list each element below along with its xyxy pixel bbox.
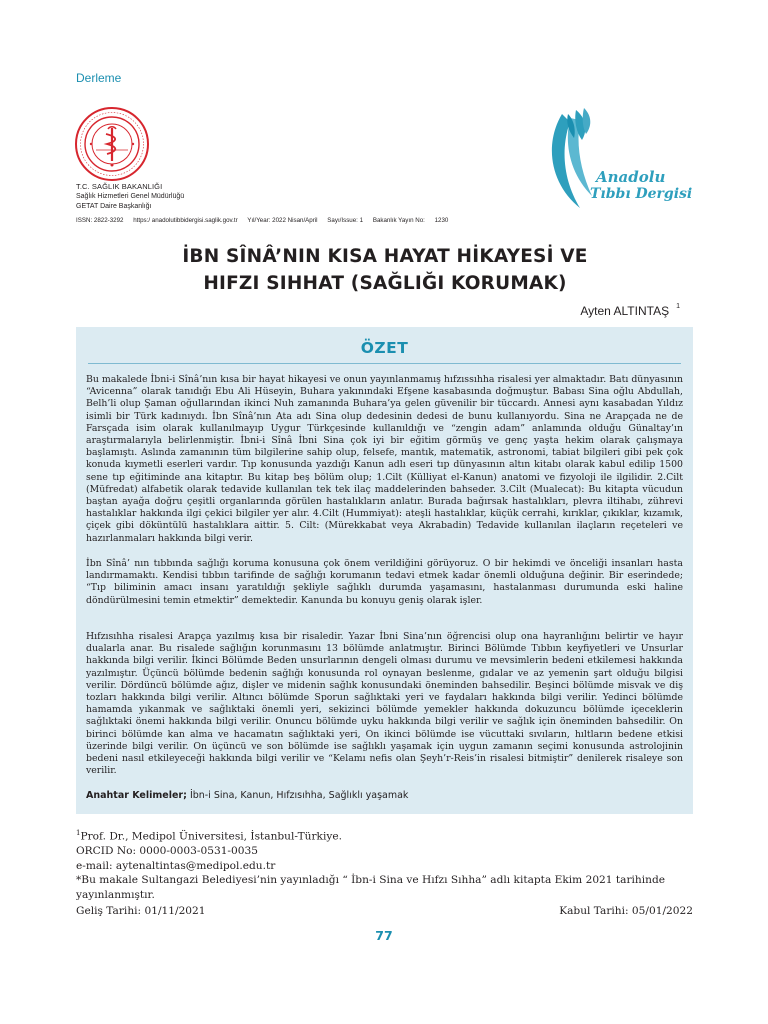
- affiliation-text: Prof. Dr., Medipol Üniversitesi, İstanbul-Türkiye.: [80, 830, 342, 843]
- footnotes: [76, 826, 693, 902]
- article-title: [90, 243, 680, 297]
- ministry-block: [76, 182, 184, 212]
- ministry-publication-number: 1230: [434, 217, 449, 224]
- ministry-publication-label: Bakanlık Yayın No:: [372, 217, 425, 224]
- abstract-paragraph-2: İbn Sînâ’ nın tıbbında sağlığı koruma konusuna çok önem verildiğini görüyoruz. O bir hekimdi ve önceliği insanları hasta landırmamaktı. Kendisi tıbbın tarifinde de sağlığı korumanın tedavi etmek kadar önemli olduğuna değinir. Bir eserindede; “Tıp biliminin amacı insanı yaratıldığı şekliyle sağlıklı durumda yaşamasını, hastalanması durumunda eski haline döndürülmesini temin etmektir” demektedir. Kanunda bu konuyu geniş olarak işler.: [86, 558, 683, 606]
- author-name: Ayten ALTINTAŞ: [580, 304, 670, 318]
- journal-name-line-1: Anadolu: [596, 168, 666, 186]
- ministry-line-1: T.C. SAĞLIK BAKANLIĞI: [76, 182, 163, 191]
- publication-note: *Bu makale Sultangazi Belediyesi’nin yayınladığı “ İbn-i Sina ve Hıfzı Sıhha” adlı kitapta Ekim 2021 tarihinde yayınlanmıştır.: [76, 874, 666, 901]
- accepted-date: Kabul Tarihi: 05/01/2022: [559, 905, 693, 917]
- abstract-paragraph-3: Hıfzısıhha risalesi Arapça yazılmış kısa bir risaledir. Yazar İbni Sina’nın öğrencisi olup ona hayranlığını belirtir ve hayır dualarla anar. Bu risalede sağlığın korunmasını 13 bölümde anlatmıştır. Birinci Bölümde Tıbbın keyfiyetleri ve Unsurlar hakkında bilgi verilir. İkinci Bölümde Beden unsurlarının dengeli olması durumu ve mevsimlerin bedeni etkilemesi hakkında yazılmıştır. Üçüncü bölümde bedenin sağlığı konusunda rol oynayan beslenme, gıdalar ve az yemenin şart olduğu bilgisi verilir. Dördüncü bölümde ağız, dişler ve midenin sağlık konusundaki öneminden bahsedilir. Beşinci bölümde misvak ve diş tozları hakkında bilgi verilir. Altıncı bölümde Sporun sağlıktaki yeri ve faydaları hakkında bilgi verilir. Yedinci bölümde hamamda yıkanmak ve sağlıktaki önemli yeri, sekizinci bölümde yemekler hakkında dokuzuncu bölümde içeceklerin sağlıktaki önemi hakkında bilgi verilir. Onuncu bölümde uyku hakkında bilgi verilir ve sağlık için öneminden bahsedilir. On birinci bölümde kan alma ve hacamatın sağlıktaki yeri, On ikinci bölümde ise vücuttaki sıvıların, hıltların bedene etkisi üzerinde bilgi verilir. On üçüncü ve son bölümde ise sağlıklı yaşamak için uygun zamanın seçimi konusunda astrolojinin bedeni nasıl etkileyeceği hakkında bilgi verilir ve “Kelamı nefis olan Şeyh’r-Reis’in risalesi bitmiştir” denilerek risaleye son verilir.: [86, 631, 683, 777]
- issn: ISSN: 2822-3292: [76, 217, 124, 224]
- issue: Sayı/Issue: 1: [327, 217, 364, 224]
- abstract-heading: ÖZET: [360, 339, 409, 357]
- affiliation-marker: 1: [76, 829, 81, 837]
- author-affiliation-marker: 1: [676, 303, 680, 310]
- abstract-divider: [88, 363, 681, 364]
- email[interactable]: e-mail: aytenaltintas@medipol.edu.tr: [76, 859, 276, 872]
- keywords-label: Anahtar Kelimeler;: [86, 790, 187, 801]
- journal-url[interactable]: https:/ anadolutibbidergisi.saglik.gov.tr: [133, 217, 238, 224]
- orcid: ORCID No: 0000-0003-0531-0035: [76, 845, 258, 858]
- received-date: Geliş Tarihi: 01/11/2021: [76, 905, 206, 917]
- year: Yıl/Year: 2022 Nisan/April: [247, 217, 318, 224]
- page-number: 77: [375, 928, 393, 943]
- ministry-line-3: GETAT Daire Başkanlığı: [76, 203, 152, 210]
- issn-line: [76, 217, 456, 224]
- keywords-value: İbn-i Sina, Kanun, Hıfzısıhha, Sağlıklı yaşamak: [186, 790, 409, 801]
- title-line-2: HIFZI SIHHAT (SAĞLIĞI KORUMAK): [203, 273, 567, 294]
- ministry-seal-logo: [74, 106, 150, 182]
- title-line-1: İBN SÎNÂ’NIN KISA HAYAT HİKAYESİ VE: [182, 246, 588, 267]
- section-label: Derleme: [76, 71, 122, 85]
- ministry-line-2: Sağlık Hizmetleri Genel Müdürlüğü: [76, 193, 185, 200]
- affiliation-footnote: [76, 826, 693, 844]
- author: [580, 304, 680, 318]
- journal-name-line-2: Tıbbı Dergisi: [590, 186, 693, 202]
- abstract-paragraph-1: Bu makalede İbni-i Sînâ’nın kısa bir hayat hikayesi ve onun yayınlanmamış hıfzıssıhha risalesi yer almaktadır. Batı dünyasının “Avicenna” olarak tanıdığı Ebu Ali Hüseyin, Buhara yakınındaki Efşene kasabasında doğmuştur. Babası Sina oğlu Abdullah, Belh’li olup Şaman oğullarından ikinci Nuh zamanında Buhara’ya gelen güvenilir bir tüccardı. Annesi aynı kasabadan Yıldız isimli bir Türk kadınıydı. İbn Sînâ’nın Ata adı Sina olup dedesinin dedesi de bunu kullanıyordu. Sina ne Arapçada ne de Farsçada isim olarak kullanılmayıp Uygur Türkçesinde kullanıldığı ve “zengin adam” anlamında olduğu Günaltay’ın araştırmalarıyla belirlenmiştir. İbni-i Sînâ İbni Sina çok iyi bir eğitim görmüş ve genç yaşta hekim olarak çalışmaya başlamıştı. Aslında zamanının tüm bilgilerine sahip olup, felsefe, mantık, matematik, astronomi, tabiat bilgileri gibi pek çok konuda kıymetli eserleri vardır. Tıp konusunda yazdığı Kanun adlı eseri tıp dünyasının altın kitabı olarak kabul edilip 1500 sene tıp eğitiminde ana kitaptır. Bu kitap beş bölüm olup; 1.Cilt (Külliyat el-Kanun) anatomi ve fizyoloji ile ilgilidir. 2.Cilt (Müfredat) alfabetik olarak tedavide kullanılan tek tek ilaç maddelerinden bahseder. 3.Cilt (Mualecat): Bu kitapta vücudun baştan ayağa doğru çeşitli organlarında görülen hastalıkların anlatır. Burada bağırsak hastalıkları, plevra iltihabı, zührevi hastalıklar hakkında ilgi çekici bilgiler yer alır. 4.Cilt (Hummiyat): ateşli hastalıklar, küçük cerrahi, kırıklar, çıkıklar, kızamık, çiçek gibi döküntülü hastalıklara aittir. 5. Cilt: (Mürekkabat veya Akrabadin) Tedavide kullanılan ilaçların reçeteleri ve hazırlanmaları hakkında bilgi verir.: [86, 374, 683, 544]
- keywords: [86, 790, 408, 801]
- journal-logo: [540, 104, 700, 214]
